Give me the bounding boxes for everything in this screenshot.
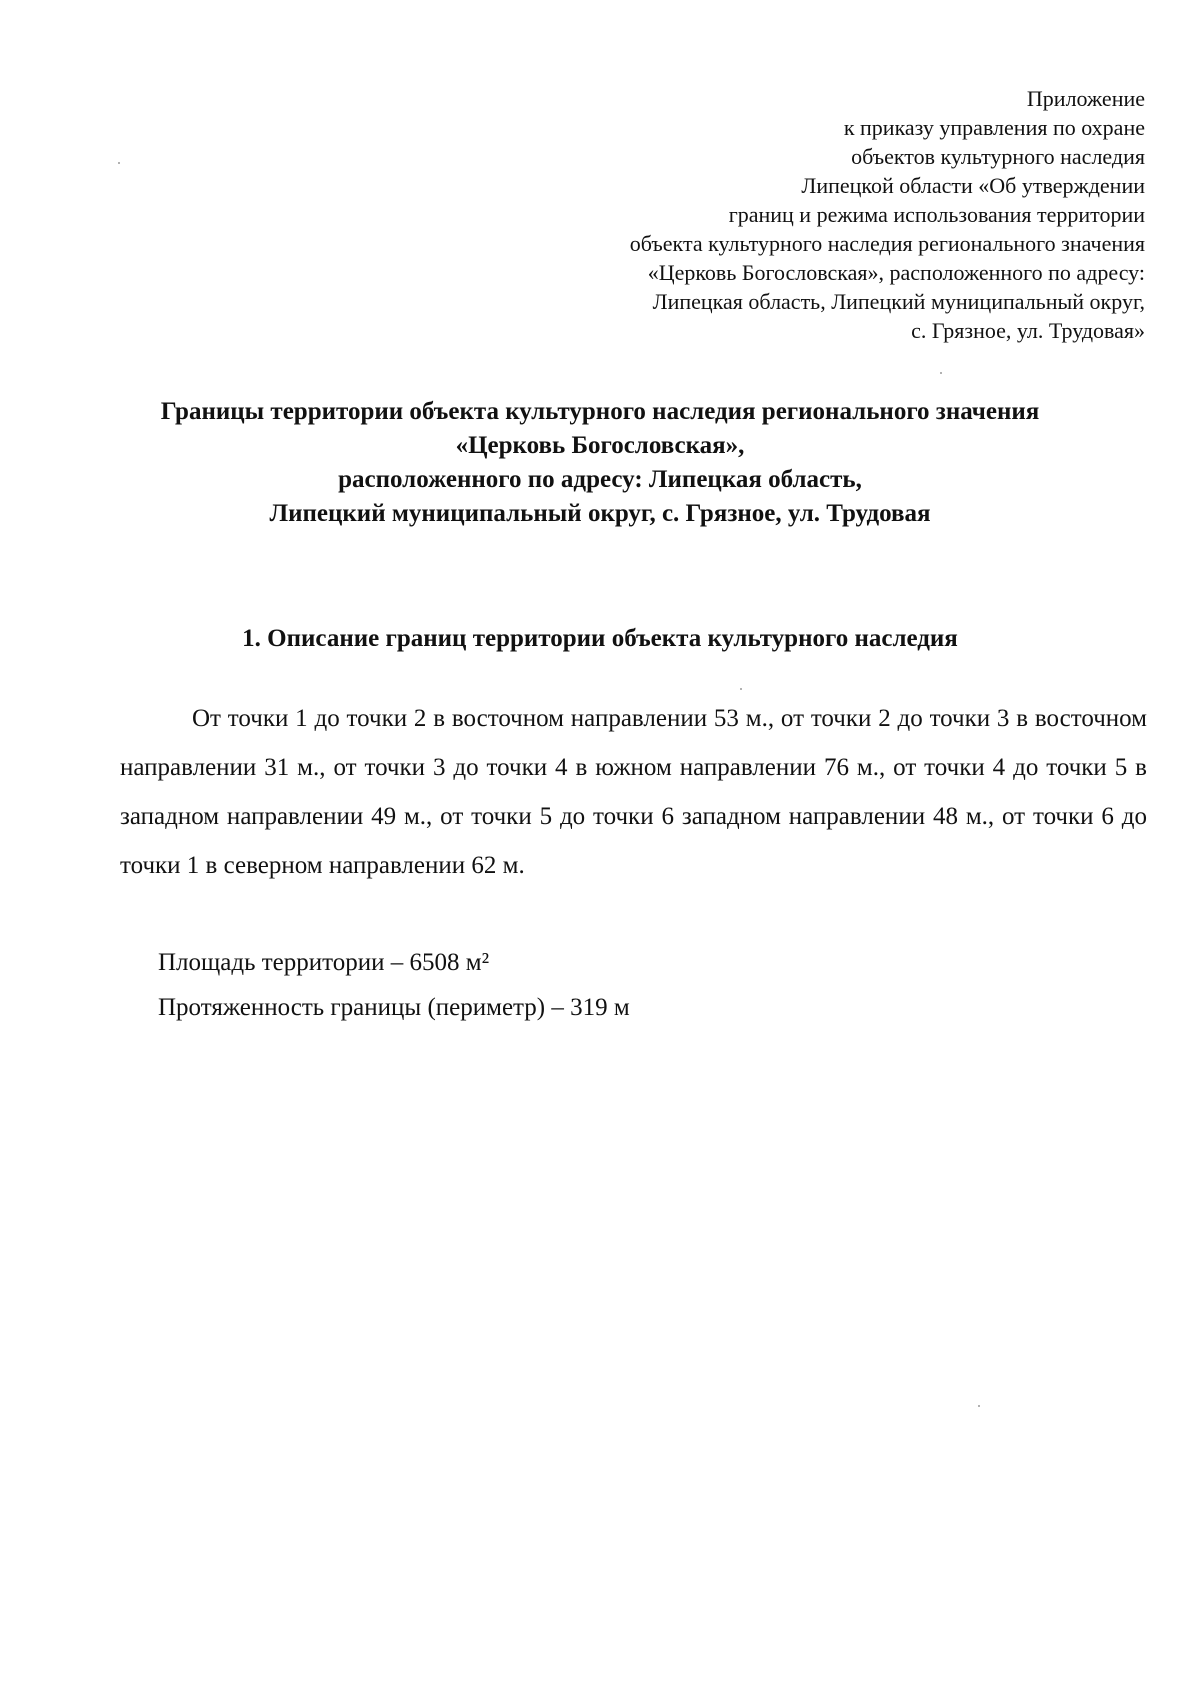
annex-line: к приказу управления по охране [843,115,1145,140]
annex-line: Липецкая область, Липецкий муниципальный округ, [652,289,1145,314]
title-line: Липецкий муниципальный округ, с. Грязное, ул. Трудовая [269,500,931,527]
territory-area: Площадь территории – 6508 м² [158,949,490,976]
annex-line: Липецкой области «Об утверждении [801,173,1145,198]
annex-line: объектов культурного наследия [851,144,1145,169]
boundary-perimeter: Протяженность границы (периметр) – 319 м [158,994,630,1021]
boundary-description: От точки 1 до точки 2 в восточном направлении 53 м., от точки 2 до точки 3 в восточном направлении 31 м., от точки 3 до точки 4 в южном направлении 76 м., от точки 4 до точки 5 в западном направлении 49 м., от точки 5 до точки 6 западном направлении 48 м., от точки 6 до точки 1 в северном направлении 62 м. [120,705,1147,879]
annex-line: Приложение [1026,86,1145,111]
title-line: Границы территории объекта культурного наследия регионального значения [160,398,1040,425]
document-title [90,395,1110,531]
annex-line: «Церковь Богословская», расположенного по адресу: [647,260,1145,285]
section-heading: 1. Описание границ территории объекта культурного наследия [242,625,958,652]
annex-header [445,84,1145,345]
annex-line: с. Грязное, ул. Трудовая» [911,318,1145,343]
title-line: расположенного по адресу: Липецкая область, [338,466,862,493]
scan-speck [940,372,942,374]
scan-speck [740,688,742,690]
scan-speck [118,162,120,164]
scan-speck [978,1405,980,1407]
annex-line: границ и режима использования территории [728,202,1145,227]
title-line: «Церковь Богословская», [455,432,745,459]
annex-line: объекта культурного наследия регионального значения [629,231,1145,256]
